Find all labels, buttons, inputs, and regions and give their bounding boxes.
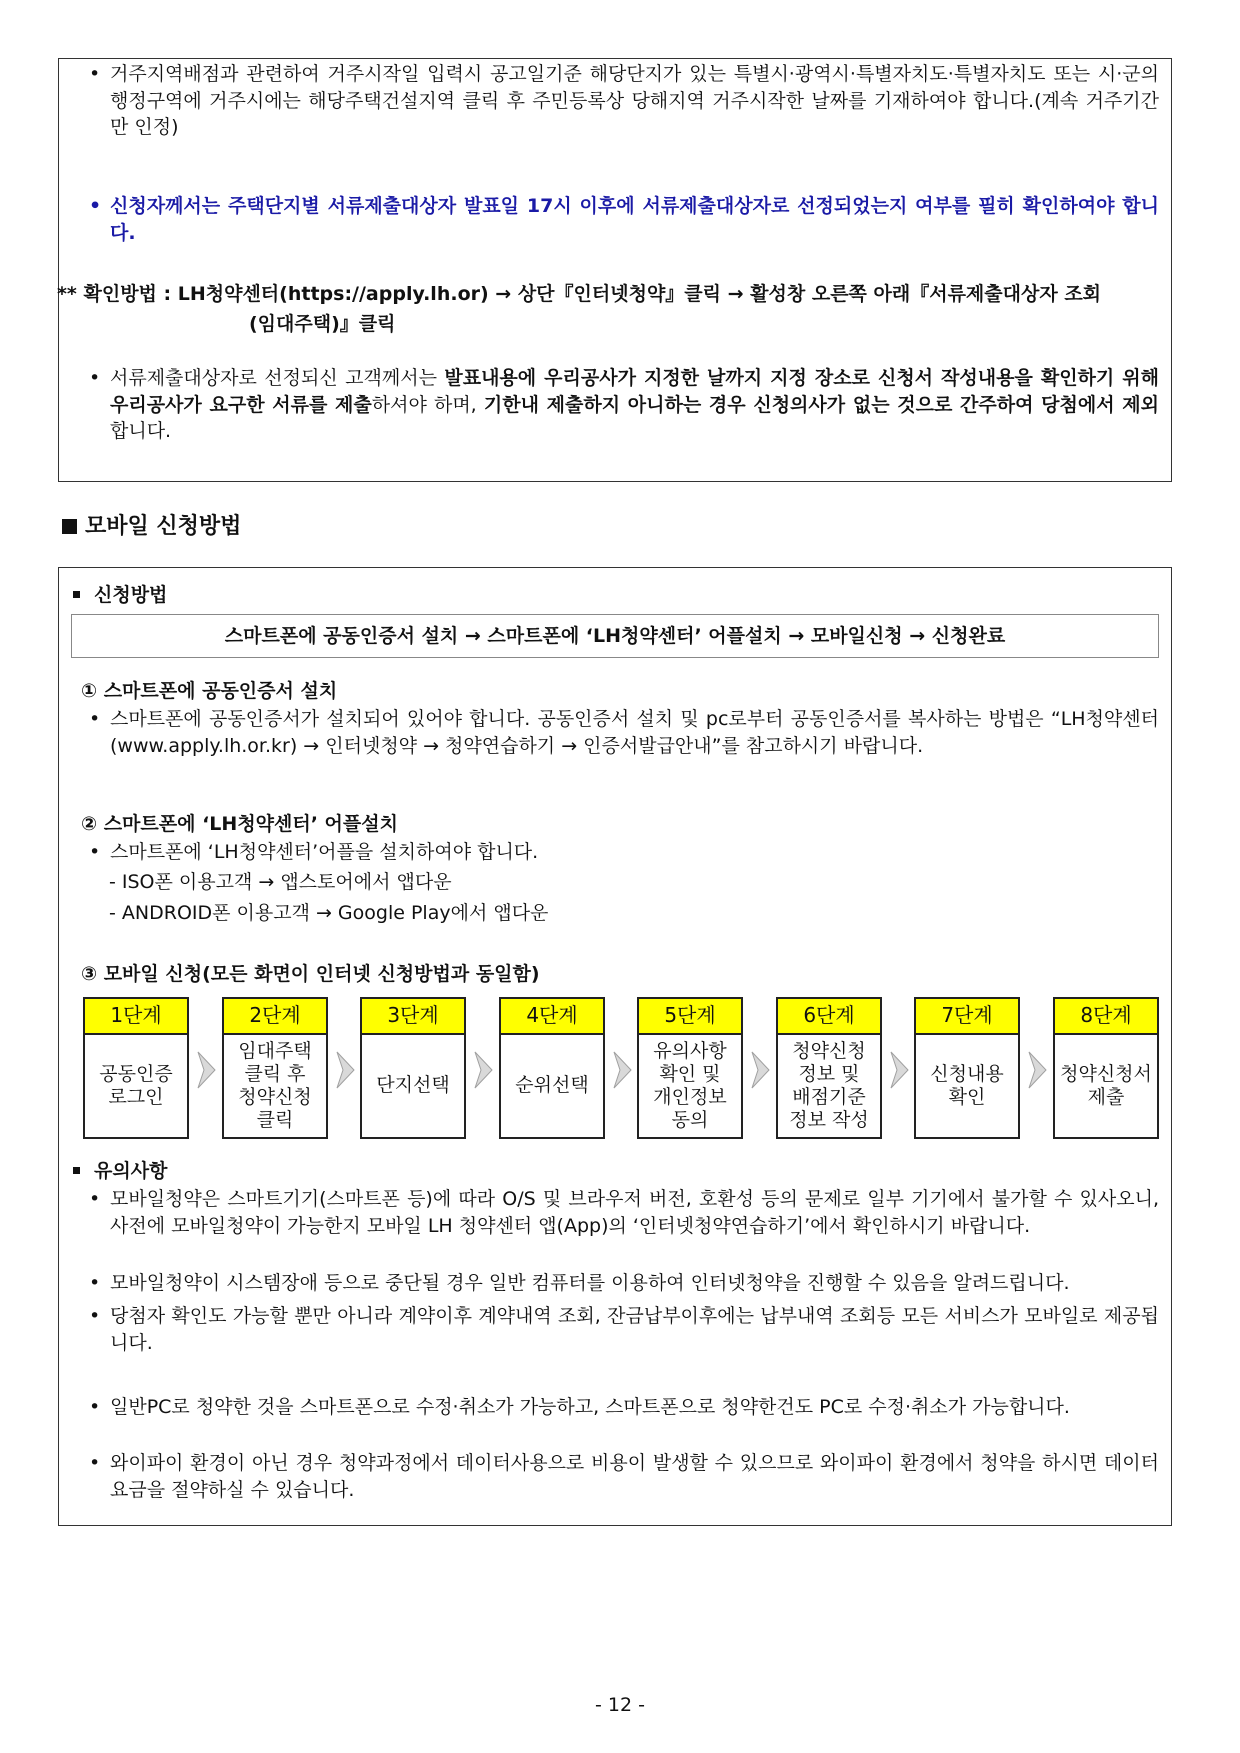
document-check-note: • 신청자께서는 주택단지별 서류제출대상자 발표일 17시 이후에 서류제출대상자로 선정되었는지 여부를 필히 확인하여야 합니다. [89, 193, 1159, 246]
stage-description: 청약신청 정보 및 배점기준 정보 작성 [789, 1039, 869, 1132]
arrow-right-icon [888, 1049, 912, 1091]
mobile-method-box [58, 567, 1172, 1526]
method-flow: 스마트폰에 공동인증서 설치 → 스마트폰에 ‘LH청약센터’ 어플설치 → 모바일신청 → 신청완료 [71, 614, 1159, 658]
check-method-line2: (임대주택)』클릭 [249, 313, 396, 335]
stage-label: 6단계 [778, 999, 880, 1035]
note-outage: • 모바일청약이 시스템장애 등으로 중단될 경우 일반 컴퓨터를 이용하여 인터넷청약을 진행할 수 있음을 알려드립니다. [89, 1270, 1159, 1297]
page-number: - 12 - [595, 1694, 645, 1716]
stage-description: 청약신청서 제출 [1060, 1062, 1152, 1108]
stage-8 [1053, 997, 1159, 1139]
stage-description: 단지선택 [376, 1074, 450, 1097]
stage-description: 공동인증 로그인 [99, 1062, 173, 1108]
stage-2 [222, 997, 328, 1139]
arrow-right-icon [334, 1049, 358, 1091]
note-services: • 당첨자 확인도 가능할 뿐만 아니라 계약이후 계약내역 조회, 잔금납부이후에는 납부내역 조회등 모든 서비스가 모바일로 제공됩니다. [89, 1303, 1159, 1356]
section-title: 모바일 신청방법 [62, 512, 241, 543]
arrow-right-icon [749, 1049, 773, 1091]
arrow-right-icon [195, 1049, 219, 1091]
stage-6 [776, 997, 882, 1139]
stage-label: 8단계 [1055, 999, 1157, 1035]
document-submission-note: • 서류제출대상자로 선정되신 고객께서는 발표내용에 우리공사가 지정한 날까지 지정 장소로 신청서 작성내용을 확인하기 위해 우리공사가 요구한 서류를 제출하셔야 하며, 기한내 제출하지 아니하는 경우 신청의사가 없는 것으로 간주하여 당첨에서 제외합니다. [89, 365, 1159, 445]
stage-4 [499, 997, 605, 1139]
stage-3 [360, 997, 466, 1139]
note-wifi: • 와이파이 환경이 아닌 경우 청약과정에서 데이터사용으로 비용이 발생할 수 있으므로 와이파이 환경에서 청약을 하시면 데이터 요금을 절약하실 수 있습니다. [89, 1450, 1159, 1503]
square-bullet-icon [73, 1167, 80, 1174]
square-bullet-icon [73, 591, 80, 598]
step1-title: ① 스마트폰에 공동인증서 설치 [81, 680, 338, 702]
step3-title: ③ 모바일 신청(모든 화면이 인터넷 신청방법과 동일함) [81, 963, 540, 985]
step2-title: ② 스마트폰에 ‘LH청약센터’ 어플설치 [81, 813, 398, 835]
stage-label: 4단계 [501, 999, 603, 1035]
step2-ios: - ISO폰 이용고객 → 앱스토어에서 앱다운 [109, 871, 452, 893]
arrow-right-icon [611, 1049, 635, 1091]
stage-5 [637, 997, 743, 1139]
stage-label: 3단계 [362, 999, 464, 1035]
stage-description: 임대주택 클릭 후 청약신청 클릭 [238, 1039, 312, 1132]
stage-1 [83, 997, 189, 1139]
stage-label: 1단계 [85, 999, 187, 1035]
notes-heading: 유의사항 [73, 1158, 167, 1185]
note-compatibility: • 모바일청약은 스마트기기(스마트폰 등)에 따라 O/S 및 브라우저 버전, 호환성 등의 문제로 일부 기기에서 불가할 수 있사오니, 사전에 모바일청약이 가능한지 모바일 LH 청약센터 앱(App)의 ‘인터넷청약연습하기’에서 확인하시기 바랍니다. [89, 1186, 1159, 1239]
step2-android: - ANDROID폰 이용고객 → Google Play에서 앱다운 [109, 902, 549, 924]
stage-label: 2단계 [224, 999, 326, 1035]
stage-label: 7단계 [916, 999, 1018, 1035]
stage-description: 신청내용 확인 [930, 1062, 1004, 1108]
arrow-right-icon [1026, 1049, 1050, 1091]
notice-box [58, 58, 1172, 482]
step2-text: • 스마트폰에 ‘LH청약센터’어플을 설치하여야 합니다. [89, 839, 1159, 866]
stage-description: 순위선택 [515, 1074, 589, 1097]
stage-description: 유의사항 확인 및 개인정보 동의 [653, 1039, 727, 1132]
step1-text: • 스마트폰에 공동인증서가 설치되어 있어야 합니다. 공동인증서 설치 및 pc로부터 공동인증서를 복사하는 방법은 “LH청약센터(www.apply.lh.or.kr) → 인터넷청약 → 청약연습하기 → 인증서발급안내”를 참고하시기 바랍니다. [89, 706, 1159, 759]
residence-date-note: • 거주지역배점과 관련하여 거주시작일 입력시 공고일기준 해당단지가 있는 특별시·광역시·특별자치도·특별자치도 또는 시·군의 행정구역에 거주시에는 해당주택건설지역 클릭 후 주민등록상 당해지역 거주시작한 날짜를 기재하여야 합니다.(계속 거주기간만 인정) [89, 61, 1159, 141]
check-method-line1: ** 확인방법 : LH청약센터(https://apply.lh.or) → 상단『인터넷청약』클릭 → 활성창 오른쪽 아래『서류제출대상자 조회 [57, 283, 1102, 305]
stage-7 [914, 997, 1020, 1139]
note-edit-cancel: • 일반PC로 청약한 것을 스마트폰으로 수정·취소가 가능하고, 스마트폰으로 청약한건도 PC로 수정·취소가 가능합니다. [89, 1394, 1159, 1421]
method-heading: 신청방법 [73, 582, 167, 609]
stage-label: 5단계 [639, 999, 741, 1035]
arrow-right-icon [472, 1049, 496, 1091]
square-bullet-icon [62, 519, 77, 534]
